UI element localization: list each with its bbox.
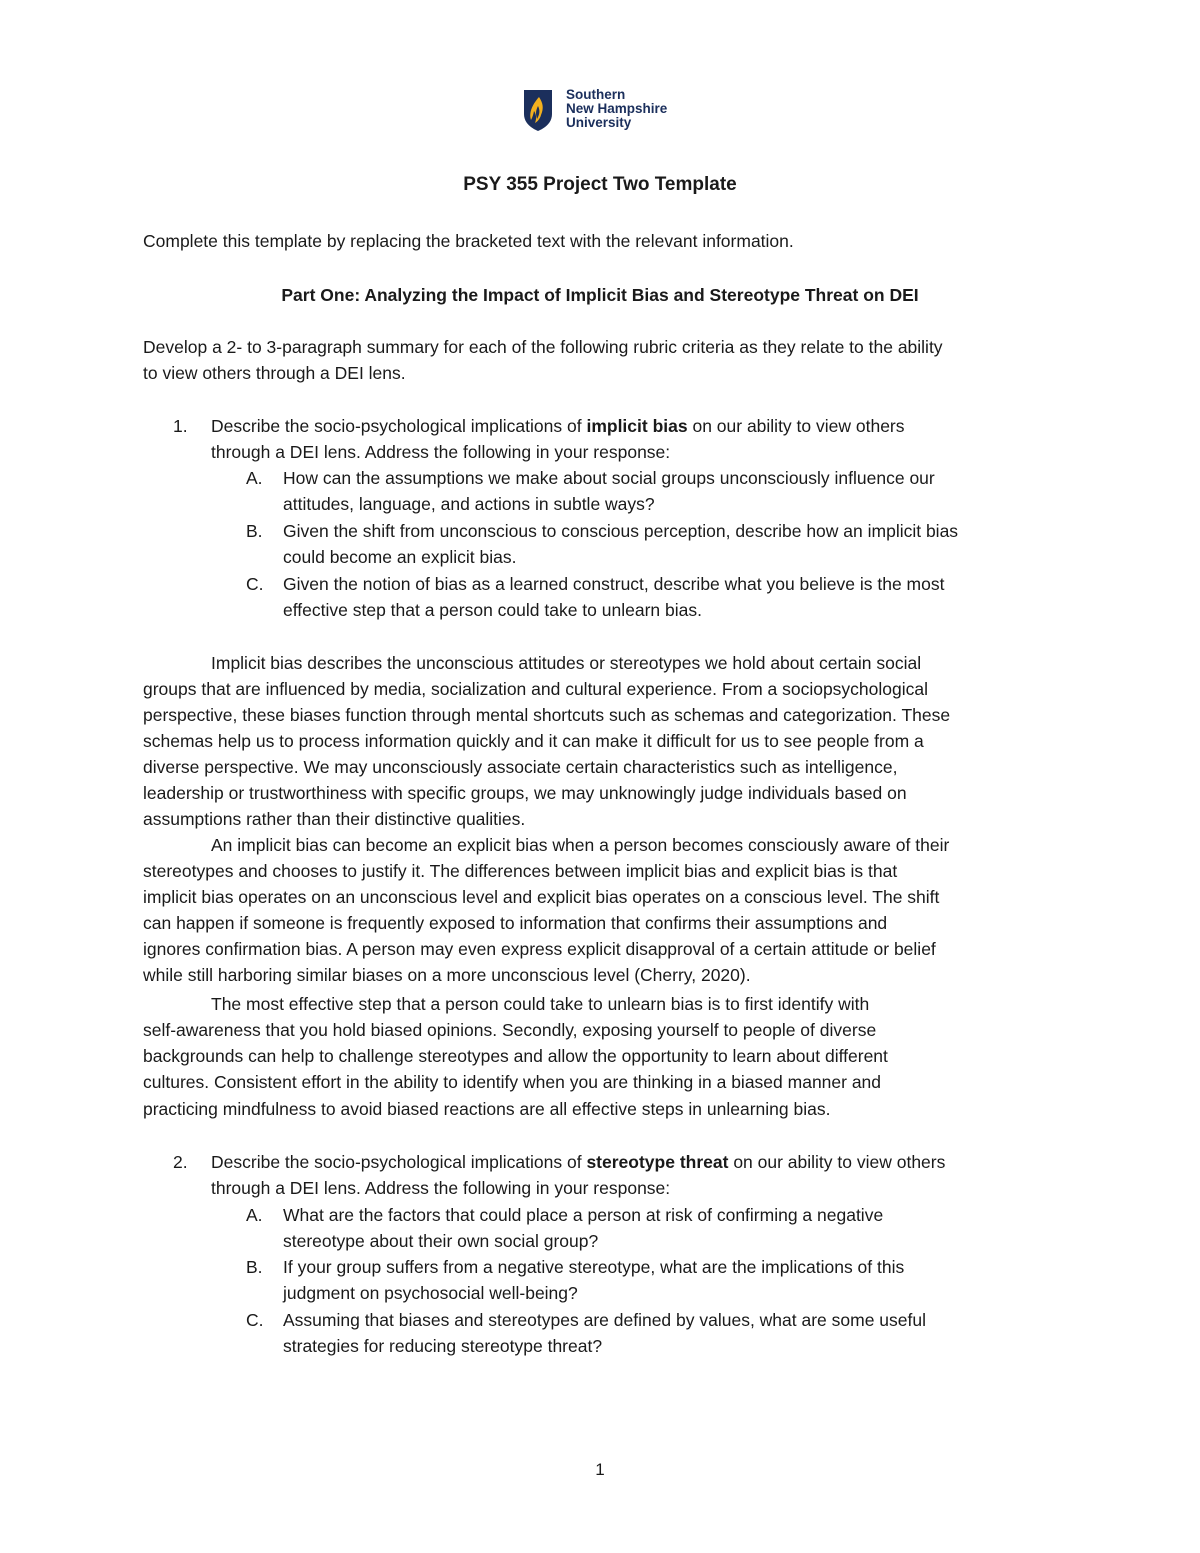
question-2-line-1 (211, 1149, 945, 1175)
sub-question-a: What are the factors that could place a person at risk of confirming a negative (283, 1205, 884, 1225)
sub-question-b: If your group suffers from a negative stereotype, what are the implications of this (283, 1257, 905, 1277)
question-number: 2. (173, 1152, 188, 1172)
sub-question-a-cont: stereotype about their own social group? (283, 1231, 599, 1251)
sub-label: C. (246, 574, 264, 594)
sub-question-b: Given the shift from unconscious to conscious perception, describe how an implicit bias (283, 521, 959, 541)
document-title: PSY 355 Project Two Template (463, 174, 737, 195)
answer-line: while still harboring similar biases on a more unconscious level (Cherry, 2020). (143, 965, 751, 985)
sub-question-a-cont: attitudes, language, and actions in subtle ways? (283, 494, 655, 514)
sub-question-c-cont: strategies for reducing stereotype threat? (283, 1336, 603, 1356)
sub-label: A. (246, 1205, 263, 1225)
sub-question-b-cont: could become an explicit bias. (283, 547, 517, 567)
part-heading: Part One: Analyzing the Impact of Implicit Bias and Stereotype Threat on DEI (281, 285, 919, 305)
question-text: Describe the socio-psychological implications of (211, 416, 587, 436)
logo-wordmark (566, 88, 667, 130)
logo-line-3: University (566, 115, 632, 130)
instruction-text: Complete this template by replacing the bracketed text with the relevant information. (143, 231, 794, 251)
answer-line: cultures. Consistent effort in the ability to identify when you are thinking in a biased manner and (143, 1072, 882, 1092)
answer-line: stereotypes and chooses to justify it. The differences between implicit bias and explicit bias is that (143, 861, 898, 881)
answer-line: schemas help us to process information quickly and it can make it difficult for us to see people from a (143, 731, 924, 751)
question-text: Describe the socio-psychological implications of (211, 1152, 587, 1172)
answer-line: diverse perspective. We may unconsciously associate certain characteristics such as intelligence, (143, 757, 898, 777)
sub-label: A. (246, 468, 263, 488)
shield-flame-icon (522, 88, 554, 132)
question-text: on our ability to view others (728, 1152, 946, 1172)
question-1-line-2: through a DEI lens. Address the following in your response: (211, 442, 671, 462)
logo-line-2: New Hampshire (566, 101, 668, 116)
answer-line: assumptions rather than their distinctive qualities. (143, 809, 526, 829)
sub-label: B. (246, 521, 263, 541)
sub-label: B. (246, 1257, 263, 1277)
question-text: on our ability to view others (687, 416, 905, 436)
answer-line: practicing mindfulness to avoid biased reactions are all effective steps in unlearning bias. (143, 1099, 831, 1119)
sub-label: C. (246, 1310, 264, 1330)
question-2-line-2: through a DEI lens. Address the following in your response: (211, 1178, 671, 1198)
intro-line-2: to view others through a DEI lens. (143, 363, 406, 383)
answer-line: An implicit bias can become an explicit bias when a person becomes consciously aware of their (211, 835, 950, 855)
answer-line: groups that are influenced by media, socialization and cultural experience. From a sociopsychological (143, 679, 929, 699)
answer-line: can happen if someone is frequently exposed to information that confirms their assumptions and (143, 913, 888, 933)
sub-question-a: How can the assumptions we make about social groups unconsciously influence our (283, 468, 935, 488)
page-number: 1 (595, 1460, 605, 1479)
answer-line: self-awareness that you hold biased opinions. Secondly, exposing yourself to people of diverse (143, 1020, 877, 1040)
logo-line-1: Southern (566, 87, 626, 102)
question-number: 1. (173, 416, 188, 436)
answer-line: backgrounds can help to challenge stereotypes and allow the opportunity to learn about different (143, 1046, 888, 1066)
university-logo (522, 88, 692, 138)
question-keyword: stereotype threat (586, 1152, 729, 1172)
sub-question-c: Assuming that biases and stereotypes are defined by values, what are some useful (283, 1310, 927, 1330)
sub-question-c: Given the notion of bias as a learned construct, describe what you believe is the most (283, 574, 945, 594)
answer-line: implicit bias operates on an unconscious level and explicit bias operates on a conscious level. The shift (143, 887, 940, 907)
sub-question-b-cont: judgment on psychosocial well-being? (283, 1283, 578, 1303)
question-1-line-1 (211, 413, 905, 439)
answer-line: Implicit bias describes the unconscious attitudes or stereotypes we hold about certain social (211, 653, 922, 673)
sub-question-c-cont: effective step that a person could take to unlearn bias. (283, 600, 702, 620)
answer-line: perspective, these biases function through mental shortcuts such as schemas and categorization. These (143, 705, 951, 725)
answer-line: ignores confirmation bias. A person may even express explicit disapproval of a certain attitude or belief (143, 939, 936, 959)
intro-line-1: Develop a 2- to 3-paragraph summary for each of the following rubric criteria as they relate to the ability (143, 337, 943, 357)
answer-line: leadership or trustworthiness with specific groups, we may unknowingly judge individuals based on (143, 783, 907, 803)
question-keyword: implicit bias (586, 416, 688, 436)
answer-line: The most effective step that a person could take to unlearn bias is to first identify with (211, 994, 870, 1014)
